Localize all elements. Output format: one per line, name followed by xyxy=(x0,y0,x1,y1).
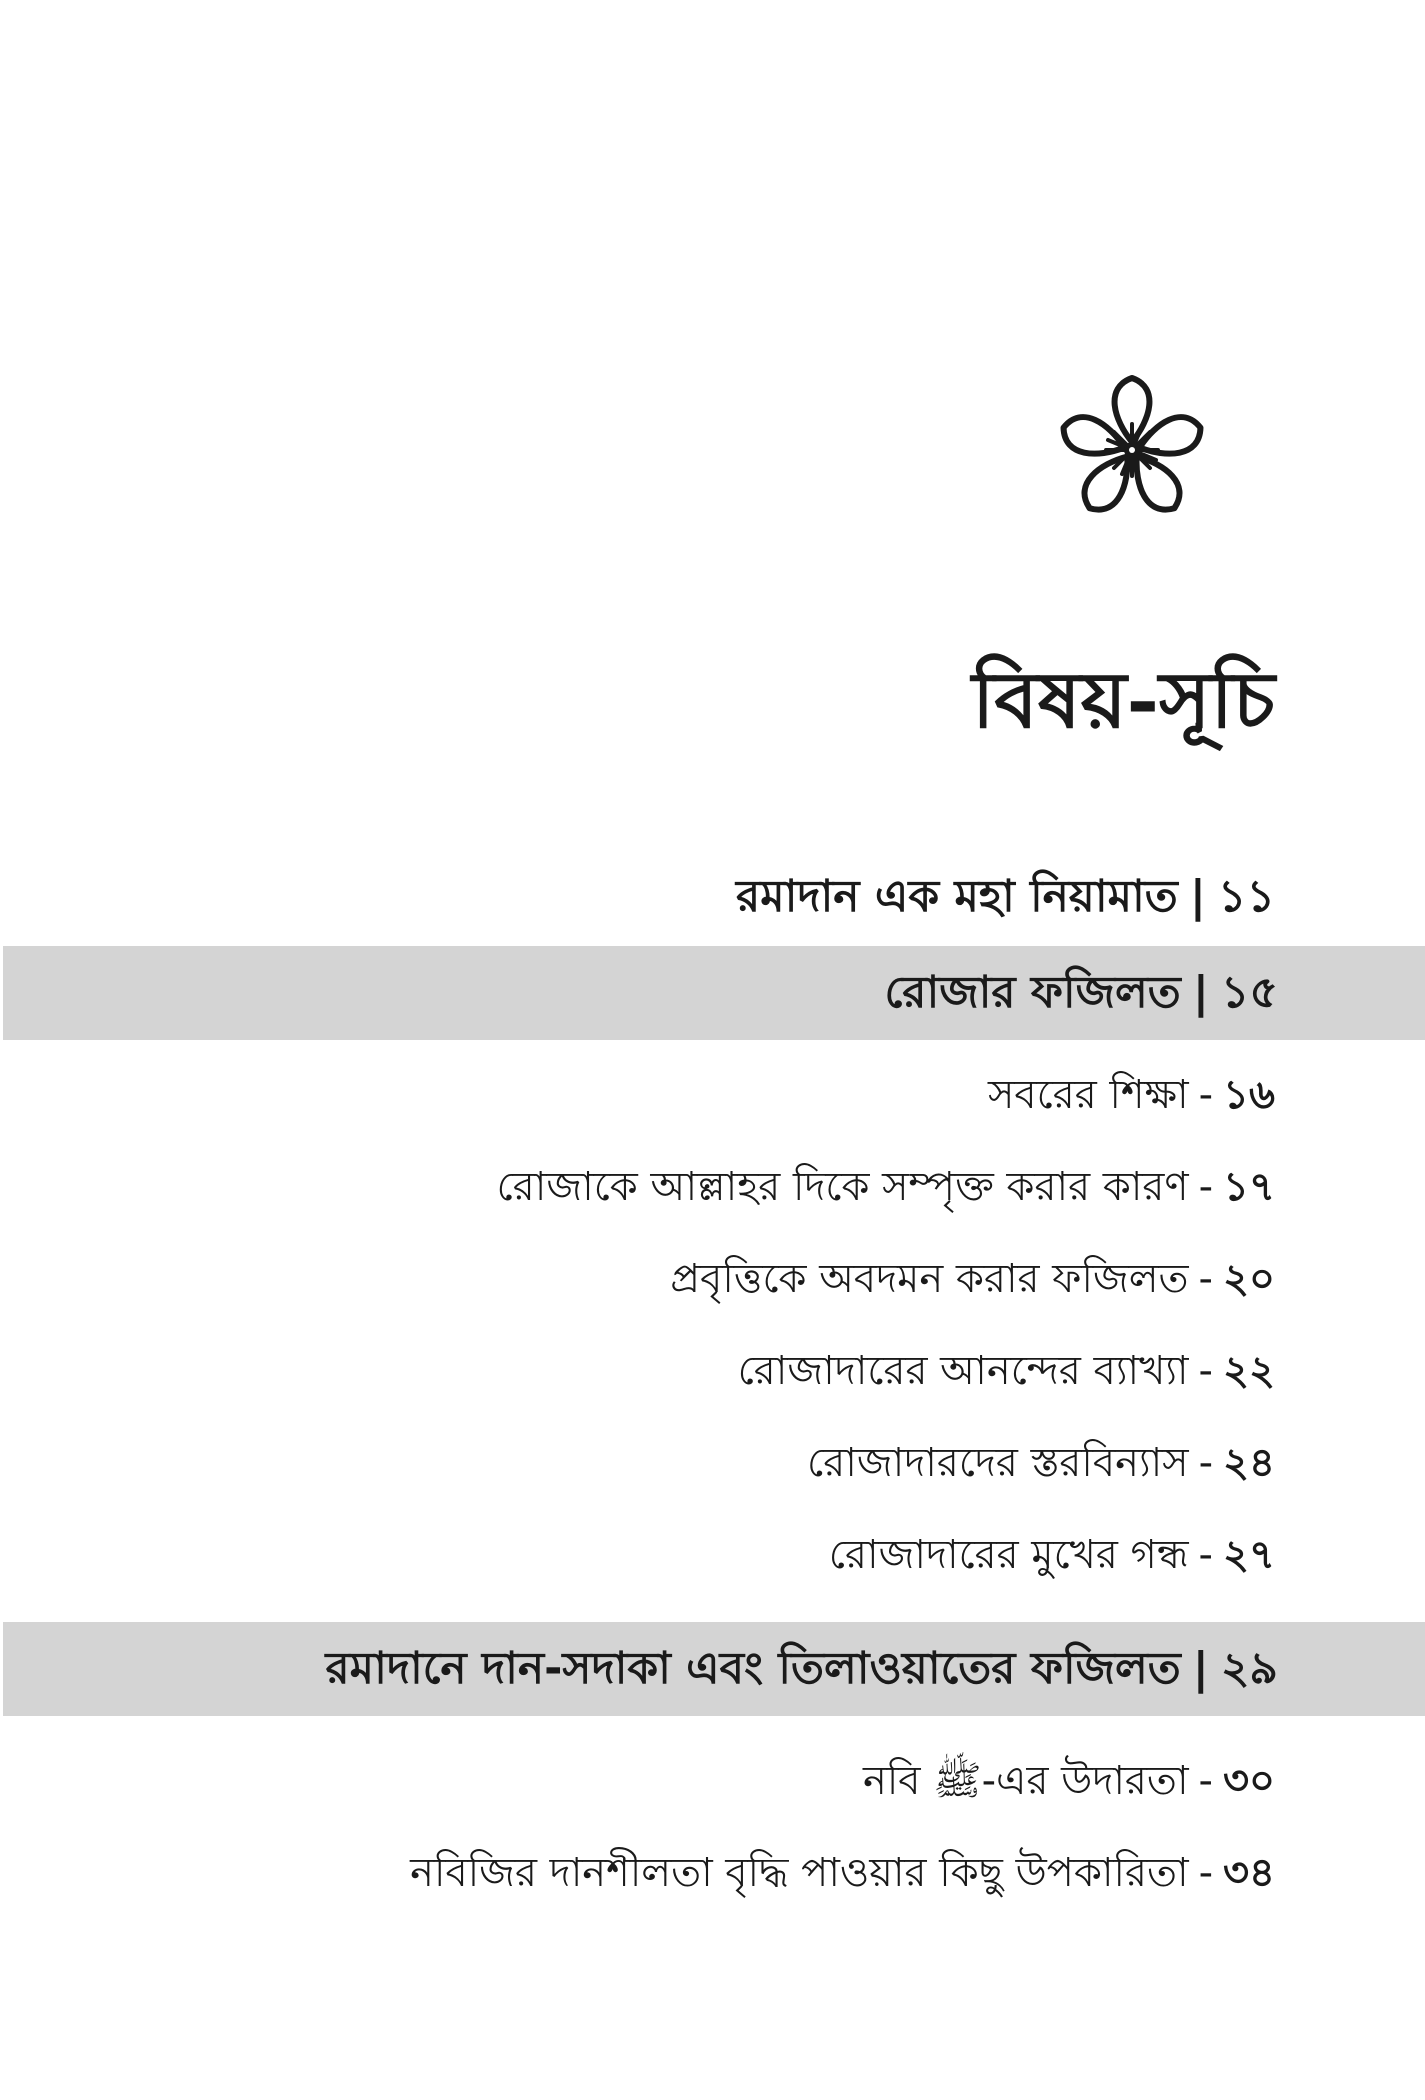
toc-separator: - xyxy=(1198,1164,1214,1210)
toc-page-number: ১৬ xyxy=(1223,1072,1275,1118)
toc-separator: - xyxy=(1198,1348,1213,1394)
toc-separator: | xyxy=(1192,967,1209,1018)
toc-page-number: ২২ xyxy=(1222,1348,1275,1394)
toc-entry-title: রমাদান এক মহা নিয়ামাত xyxy=(736,871,1178,922)
toc-entry-title: সবরের শিক্ষা xyxy=(987,1072,1189,1118)
toc-separator: - xyxy=(1198,1850,1214,1896)
toc-entry-title: রোজার ফজিলত xyxy=(884,967,1181,1018)
toc-separator: - xyxy=(1198,1072,1214,1118)
toc-entry-title: রোজাদারের আনন্দের ব্যাখ্যা xyxy=(737,1348,1189,1394)
toc-subentry[interactable] xyxy=(0,1152,1425,1222)
toc-page-number: ১৭ xyxy=(1223,1164,1275,1210)
toc-chapter[interactable] xyxy=(3,946,1425,1040)
toc-entry-title: নবিজির দানশীলতা বৃদ্ধি পাওয়ার কিছু উপকারিতা xyxy=(410,1850,1189,1896)
toc-page-number: ২০ xyxy=(1222,1256,1275,1302)
toc-page-number: ১৫ xyxy=(1220,967,1278,1018)
toc-subentry[interactable] xyxy=(0,1336,1425,1406)
toc-entry-title: প্রবৃত্তিকে অবদমন করার ফজিলত xyxy=(670,1256,1189,1302)
toc-separator: - xyxy=(1198,1256,1213,1302)
toc-chapter[interactable] xyxy=(0,850,1425,944)
page-title: বিষয়-সূচি xyxy=(972,655,1275,746)
toc-separator: - xyxy=(1198,1758,1213,1804)
toc-entry-title: রোজাদারদের স্তরবিন্যাস xyxy=(806,1440,1189,1486)
toc-separator: | xyxy=(1189,871,1206,922)
toc-subentry[interactable] xyxy=(0,1060,1425,1130)
toc-chapter[interactable] xyxy=(3,1622,1425,1716)
toc-separator: - xyxy=(1198,1440,1214,1486)
toc-entry-title: রমাদানে দান-সদাকা এবং তিলাওয়াতের ফজিলত xyxy=(325,1643,1181,1694)
toc-separator: - xyxy=(1198,1532,1213,1578)
toc-entry-title: রোজাদারের মুখের গন্ধ xyxy=(828,1532,1189,1578)
toc-page-number: ৩৪ xyxy=(1223,1850,1275,1896)
toc-page-number: ৩০ xyxy=(1222,1758,1275,1804)
toc-entry-title: নবি ﷺ-এর উদারতা xyxy=(862,1758,1189,1804)
flower-icon xyxy=(1052,370,1212,530)
toc-page-number: ১১ xyxy=(1217,871,1275,922)
toc-subentry[interactable] xyxy=(0,1838,1425,1908)
toc-separator: | xyxy=(1192,1643,1209,1694)
toc-page-number: ২৪ xyxy=(1223,1440,1275,1486)
toc-page-number: ২৭ xyxy=(1222,1532,1275,1578)
toc-entry-title: রোজাকে আল্লাহর দিকে সম্পৃক্ত করার কারণ xyxy=(496,1164,1189,1210)
toc-subentry[interactable] xyxy=(0,1244,1425,1314)
toc-subentry[interactable] xyxy=(0,1428,1425,1498)
toc-page-number: ২৯ xyxy=(1220,1643,1278,1694)
toc-subentry[interactable] xyxy=(0,1520,1425,1590)
toc-subentry[interactable] xyxy=(0,1746,1425,1816)
